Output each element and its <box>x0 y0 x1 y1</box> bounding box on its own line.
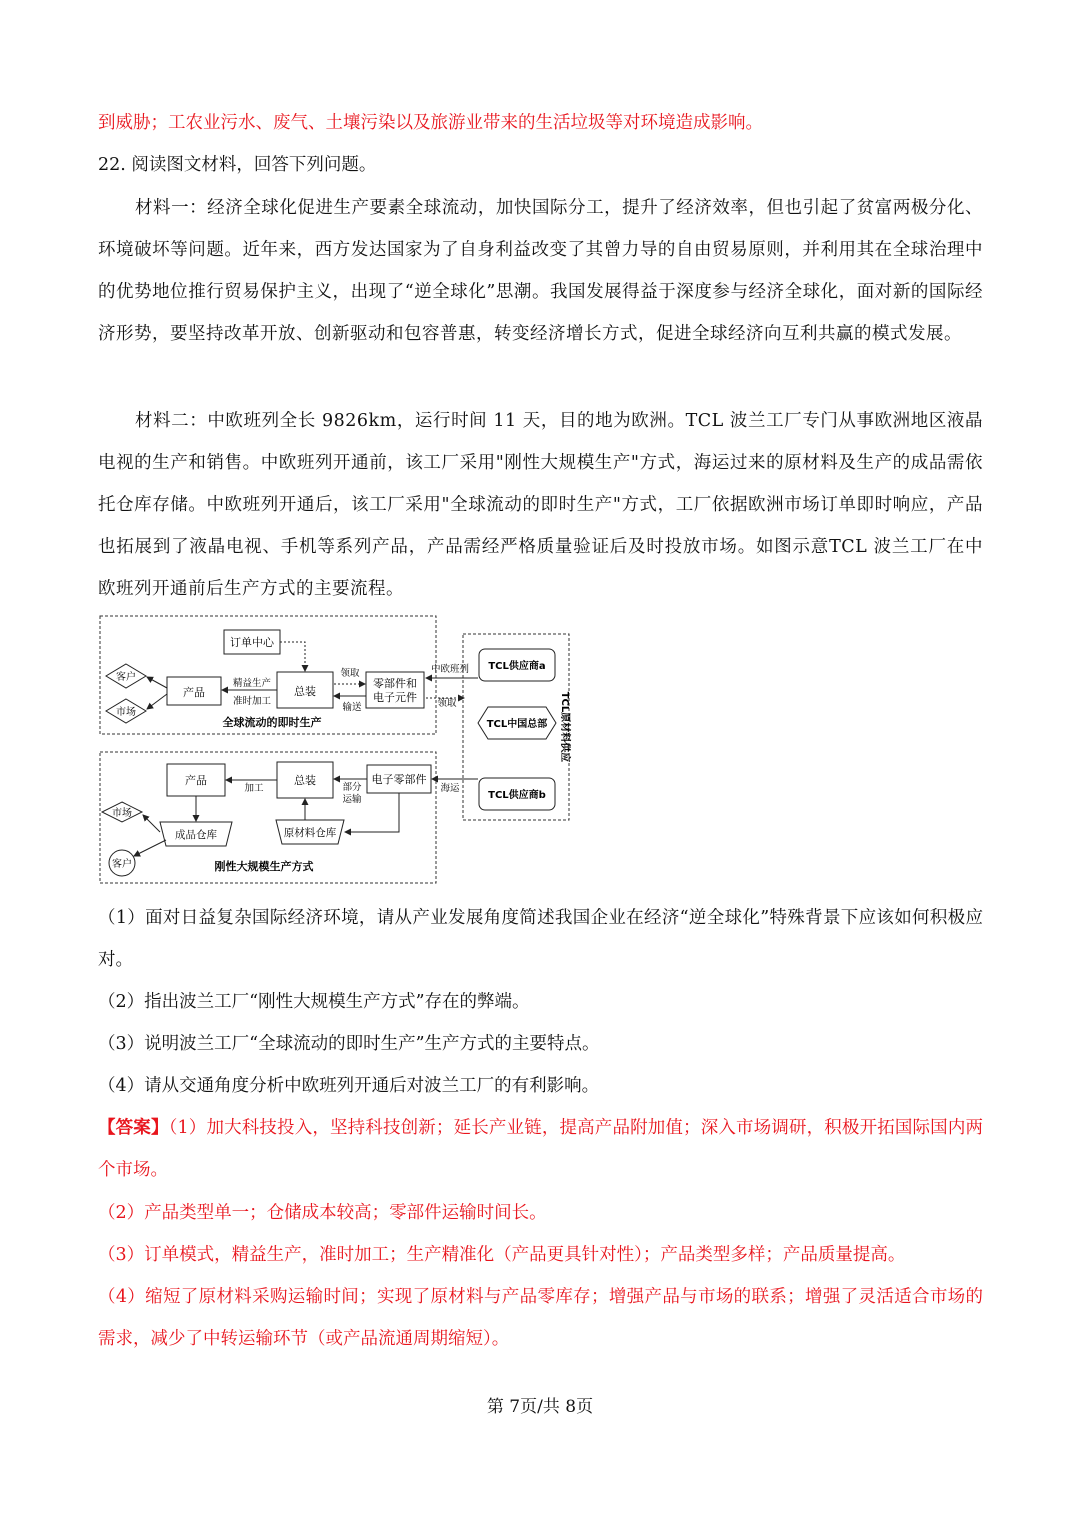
jit-label: 准时加工 <box>232 696 272 707</box>
top-product-label: 产品 <box>183 686 205 699</box>
material-1: 材料一：经济全球化促进生产要素全球流动，加快国际分工，提升了经济效率，但也引起了贫富两极分化、环境破坏等问题。近年来，西方发达国家为了自身利益改变了其曾力导的自由贸易原则，并利用其在全球治理中的优势地位推行贸易保护主义，出现了“逆全球化”思潮。我国发展得益于深度参与经济全球化，面对新的国际经济形势，要坚持改革开放、创新驱动和包容普惠，转变经济增长方式，促进全球经济向互利共赢的模式发展。 <box>98 198 983 344</box>
sub-question-1: （1）面对日益复杂国际经济环境，请从产业发展角度简述我国企业在经济“逆全球化”特殊背景下应该如何积极应对。 <box>98 908 983 970</box>
partial-label-1: 部分 <box>342 782 362 793</box>
sub-question-3: （3）说明波兰工厂“全球流动的即时生产”生产方式的主要特点。 <box>98 1034 600 1054</box>
rail-label: 中欧班列 <box>430 664 470 675</box>
raw-warehouse-label: 原材料仓库 <box>283 827 337 839</box>
order-center-label: 订单中心 <box>230 636 274 649</box>
bottom-product-label: 产品 <box>185 774 207 787</box>
answer-1 <box>98 1107 983 1191</box>
order-to-assembly-arrow <box>280 642 305 671</box>
finished-to-market-arrow <box>143 815 160 832</box>
transport-label: 输送 <box>342 702 362 713</box>
bottom-market-label: 市场 <box>112 808 132 819</box>
bottom-customer-label: 客户 <box>112 859 132 870</box>
sea-label: 海运 <box>440 783 460 794</box>
pick-label-2: 领取 <box>437 698 457 709</box>
top-assembly-label: 总装 <box>294 685 316 698</box>
supplier-a-label: TCL供应商a <box>488 661 546 672</box>
partial-label-2: 运输 <box>342 794 362 805</box>
page-footer: 第 7页/共 8页 <box>486 1397 594 1417</box>
finished-to-customer-arrow <box>134 840 166 856</box>
lean-label: 精益生产 <box>232 678 272 689</box>
bottom-parts-label: 电子零部件 <box>371 773 427 786</box>
top-market-label: 市场 <box>116 707 136 718</box>
supply-title: TCL原材料供应 <box>559 691 570 763</box>
finished-warehouse-label: 成品仓库 <box>175 829 217 841</box>
hq-label: TCL中国总部 <box>486 719 548 730</box>
answer-2: （2）产品类型单一；仓储成本较高；零部件运输时间长。 <box>98 1203 547 1223</box>
material-2: 材料二：中欧班列全长 9826km，运行时间 11 天，目的地为欧洲。TCL 波兰工厂专门从事欧洲地区液晶电视的生产和销售。中欧班列开通前，该工厂采用"刚性大规模生产"方式，海运过来的原材料及生产的成品需依托仓库存储。中欧班列开通后，该工厂采用"全球流动的即时生产"方式，工厂依据欧洲市场订单即时响应，产品也拓展到了液晶电视、手机等系列产品，产品需经严格质量验证后及时投放市场。如图示意TCL 波兰工厂在中欧班列开通前后生产方式的主要流程。 <box>98 411 983 599</box>
question-title: 22. 阅读图文材料，回答下列问题。 <box>98 155 377 175</box>
answer-4: （4）缩短了原材料采购运输时间；实现了原材料与产品零库存；增强产品与市场的联系；增强了灵活适合市场的需求，减少了中转运输环节（或产品流通周期缩短）。 <box>98 1287 983 1349</box>
previous-answer-tail: 到威胁；工农业污水、废气、土壤污染以及旅游业带来的生活垃圾等对环境造成影响。 <box>98 113 763 133</box>
rigid-box-title: 刚性大规模生产方式 <box>214 860 314 873</box>
answer-3: （3）订单模式，精益生产，准时加工；生产精准化（产品更具针对性）；产品类型多样；产品质量提高。 <box>98 1245 906 1265</box>
top-customer-label: 客户 <box>116 672 136 683</box>
sub-question-2: （2）指出波兰工厂“刚性大规模生产方式”存在的弊端。 <box>98 992 530 1012</box>
product-to-customer-arrow <box>147 677 167 688</box>
bottom-assembly-label: 总装 <box>294 774 316 787</box>
answer-1-text: （1）加大科技投入，坚持科技创新；延长产业链，提高产品附加值；深入市场调研，积极开拓国际国内两个市场。 <box>98 1118 983 1180</box>
supplier-b-label: TCL供应商b <box>488 790 546 801</box>
production-flow-diagram <box>96 612 576 888</box>
process-label: 加工 <box>244 783 264 794</box>
sub-question-4: （4）请从交通角度分析中欧班列开通后对波兰工厂的有利影响。 <box>98 1076 600 1096</box>
answer-tag: 【答案】 <box>98 1118 169 1138</box>
jit-box-title: 全球流动的即时生产 <box>222 716 322 729</box>
pick-label-1: 领取 <box>340 668 360 679</box>
top-parts-label-2: 电子元件 <box>373 691 417 704</box>
product-to-market-arrow <box>147 694 167 709</box>
top-parts-label-1: 零部件和 <box>373 677 417 690</box>
